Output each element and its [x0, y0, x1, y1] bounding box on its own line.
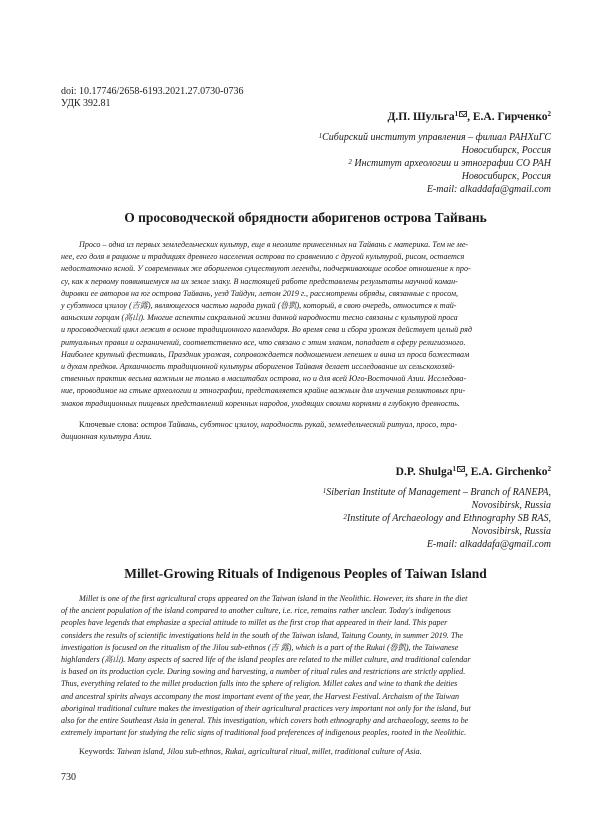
- author-separator-ru: ,: [467, 111, 473, 123]
- email-ru: E-mail: alkaddafa@gmail.com: [426, 184, 551, 195]
- keywords-ru-label: Ключевые слова:: [79, 420, 141, 429]
- title-en: Millet-Growing Rituals of Indigenous Peoples of Taiwan Island: [124, 566, 487, 581]
- abstract-en-line: considers the results of scientific investigations held in the south of the Taiwan island, Taitung County, in summer 2019. The: [61, 630, 463, 640]
- keywords-ru-value-cont: диционная культура Азии.: [61, 432, 152, 442]
- keywords-ru: [61, 419, 551, 443]
- affil1-ru-city: Новосибирск, Россия: [461, 145, 551, 156]
- affil1-en-city: Novosibirsk, Russia: [471, 500, 551, 511]
- affil2-ru: Институт археологии и этнографии СО РАН: [351, 158, 551, 169]
- affil1-ru-sup: 1: [318, 132, 323, 140]
- author1-ru-sup: 1: [454, 110, 459, 118]
- authors-en: [396, 466, 551, 478]
- abstract-ru-line: нее, его доля в рационе и традициях древнего населения острова по сравнению с другой культурой, рисом, остается: [61, 252, 465, 262]
- author2-en: E.A. Girchenko: [470, 466, 548, 478]
- abstract-en-line: highlanders (高山). Many aspects of sacred life of the island peoples are related to the millet culture, and traditional calendar: [61, 655, 471, 665]
- page-number: 730: [61, 772, 76, 783]
- abstract-ru-line: Наиболее крупный фестиваль, Праздник урожая, сопровождается подношением лепешек и вина из проса божествам: [61, 349, 470, 359]
- affil2-ru-city: Новосибирск, Россия: [461, 171, 551, 182]
- affil2-en: Institute of Archaeology and Ethnography SB RAS,: [346, 513, 551, 524]
- abstract-en-line: also for the entire Southeast Asia in general. This investigation, which covers both ethnography and archaeology, seems to be: [61, 716, 469, 726]
- keywords-en: [61, 746, 551, 758]
- abstract-ru-line: ственных практик весьма важным не только в масштабах острова, но и для всей Юго-Восточной Азии. Исследова-: [61, 374, 467, 384]
- author1-en-sup: 1: [452, 465, 456, 473]
- author1-ru: Д.П. Шульга: [387, 111, 455, 123]
- author1-en: D.P. Shulga: [395, 466, 453, 478]
- abstract-ru-line: дировки ее авторов на юг острова Тайвань, уезд Тайдун, летом 2019 г., рассмотрены обряды, связанные с просом,: [61, 288, 459, 298]
- affil2-en-sup: 2: [343, 513, 347, 521]
- affil1-en-sup: 1: [322, 487, 327, 495]
- abstract-en-line: investigation is focused on the ritualism of the Jilou sub-ethnos (吉 露), which is a part of the Rukai (魯凱), the Taiwanese: [61, 642, 459, 652]
- abstract-ru-line: су, как к первому появившемуся на их земле злаку. В настоящей работе представлены результаты научной коман-: [61, 276, 458, 286]
- affil1-en: Siberian Institute of Management – Branch of RANEPA,: [326, 487, 551, 498]
- abstract-en-line: aboriginal traditional culture makes the investigation of their agricultural practices very important not only for the island, but: [61, 703, 471, 713]
- title-ru: О просоводческой обрядности аборигенов острова Тайвань: [124, 210, 487, 225]
- affiliations-en: [323, 486, 551, 551]
- abstract-ru-line: Просо – одна из первых земледельческих культур, еще в неолите принесенных на Тайвань с материка. Тем не ме-: [79, 240, 469, 249]
- abstract-ru-line: у субэтноса цзилоу (吉露), являющегося частью народа рукай (魯凱), который, в свою очередь, относится к тай-: [61, 301, 457, 311]
- abstract-en-line: extremely important for studying the relic signs of traditional food preferences of indigenous peoples, rooted in the Neolithic.: [61, 728, 467, 738]
- keywords-en-label: Keywords:: [79, 747, 117, 756]
- authors-ru: [388, 111, 552, 123]
- affil1-ru: Сибирский институт управления – филиал РАНХиГС: [322, 132, 551, 143]
- abstract-ru-line: знаков традиционных пищевых представлений коренных народов, уходящих своими корнями в глубокую древность.: [61, 398, 460, 408]
- abstract-en-line: and ancestral spirits always accompany the most important event of the year, the Harvest Festival. Archaism of the Taiwan: [61, 691, 460, 701]
- author-separator-en: ,: [464, 466, 471, 478]
- abstract-ru-line: и духам предков. Архаичность традиционной культуры аборигенов Тайваня делает исследование их сельскохозяй-: [61, 362, 455, 372]
- affiliations-ru: [319, 131, 551, 196]
- abstract-ru-line: ритуальных правил и ограничений, соответственно все, что связано с этим злаком, попадает в сферу религиозного.: [61, 337, 466, 347]
- author2-ru-sup: 2: [547, 110, 551, 118]
- abstract-en-line: is based on its production cycle. During sowing and harvesting, a number of ritual rules and restrictions are strictly applied.: [61, 667, 466, 677]
- abstract-ru: [61, 239, 551, 410]
- keywords-ru-value: остров Тайвань, субэтнос цзилоу, народность рукай, земледельческий ритуал, просо, тра-: [140, 420, 458, 429]
- doi: doi: 10.17746/2658-6193.2021.27.0730-0736: [61, 86, 244, 97]
- abstract-ru-line: и просоводческий цикл лежит в основе традиционного календаря. Во время сева и сбора урожая действует целый ряд: [61, 325, 472, 335]
- abstract-en-line: Millet is one of the first agricultural crops appeared on the Taiwan island in the Neolithic. However, its share in the diet: [79, 594, 468, 603]
- affil2-ru-sup: 2: [348, 158, 352, 166]
- envelope-icon: [459, 111, 467, 117]
- abstract-ru-line: ние, проводимое на стыке археологии и этнографии, представляется крайне важным для изучения реликтовых при-: [61, 386, 466, 396]
- abstract-ru-line: недостаточно ясной. У современных же аборигенов существуют легенды, подчеркивающие особое отношение к про-: [61, 264, 471, 274]
- affil2-en-city: Novosibirsk, Russia: [471, 526, 551, 537]
- abstract-en: [61, 593, 551, 739]
- abstract-en-line: Thus, everything related to the millet production falls into the sphere of religion. Millet cakes and wine to thank the deities: [61, 679, 458, 689]
- email-en: E-mail: alkaddafa@gmail.com: [426, 539, 551, 550]
- abstract-ru-line: ваньским горцам (高山). Многие аспекты сакральной жизни данной народности тесно связаны с культурой проса: [61, 313, 458, 323]
- keywords-en-value: Taiwan island, Jilou sub-ethnos, Rukai, agricultural ritual, millet, traditional culture of Asia.: [116, 747, 422, 756]
- udk: УДК 392.81: [61, 98, 111, 109]
- abstract-en-line: peoples have legends that emphasize a special attitude to millet as the first crop that appeared in their land. This paper: [61, 618, 448, 628]
- author2-ru: Е.А. Гирченко: [472, 111, 548, 123]
- abstract-en-line: of the ancient population of the island compared to another culture, i.e. rice, remains rather unclear. Today's indigenous: [61, 606, 451, 616]
- author2-en-sup: 2: [547, 465, 551, 473]
- envelope-icon: [457, 466, 465, 472]
